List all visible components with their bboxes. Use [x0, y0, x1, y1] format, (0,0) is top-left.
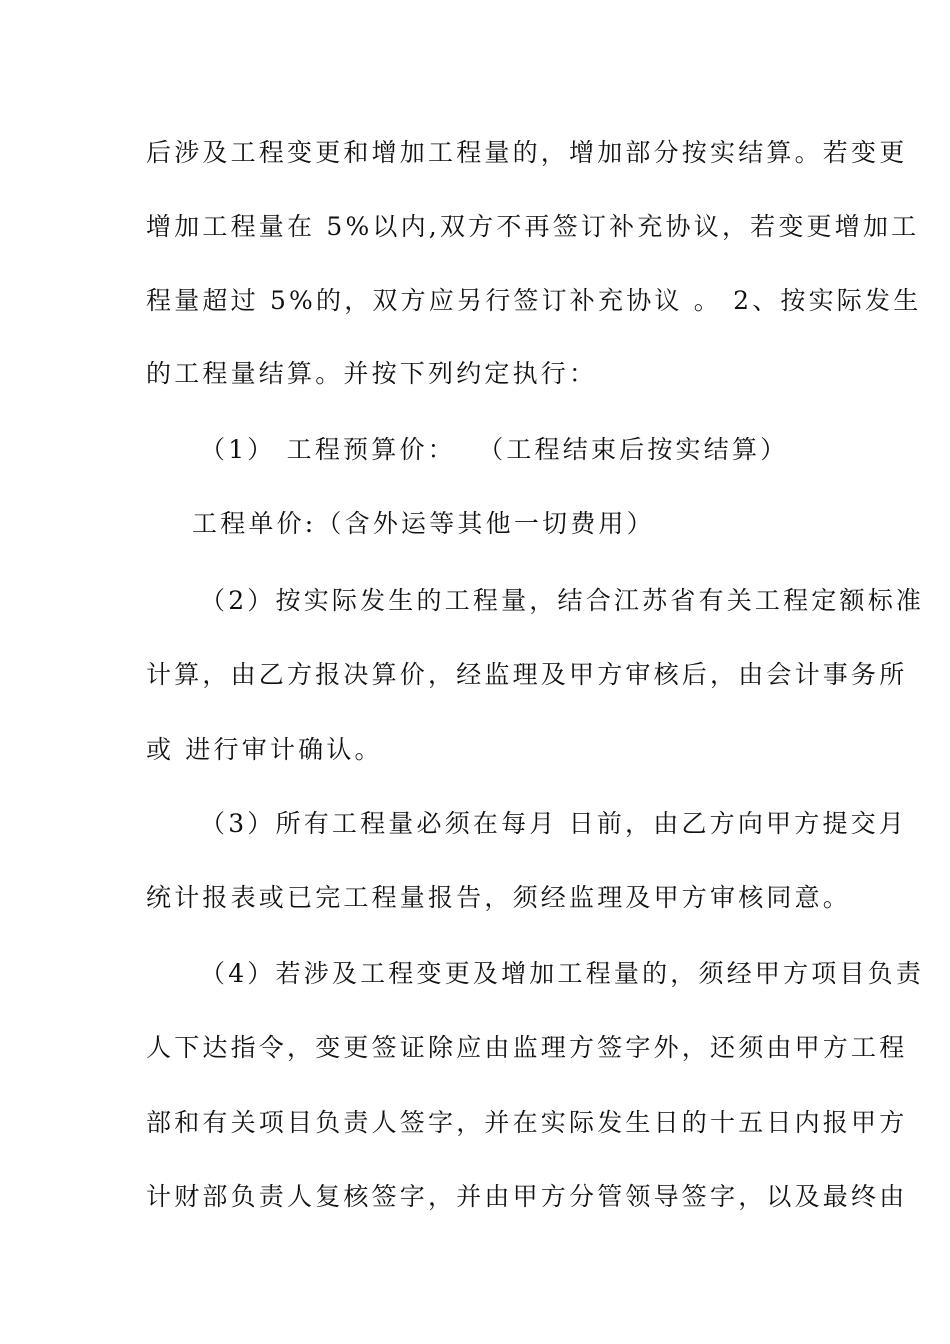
text-line: 增加工程量在 5%以内,双方不再签订补充协议，若变更增加工: [146, 212, 920, 241]
text-line: 统计报表或已完工程量报告，须经监理及甲方审核同意。: [146, 883, 852, 912]
text-line: （4）若涉及工程变更及增加工程量的，须经甲方项目负责: [200, 959, 925, 988]
text-line: 工程单价:（含外运等其他一切费用）: [192, 509, 655, 538]
text-line: 或 进行审计确认。: [146, 735, 383, 764]
text-line: 计财部负责人复核签字，并由甲方分管领导签字，以及最终由: [146, 1182, 908, 1211]
text-line: 程量超过 5%的，双方应另行签订补充协议 。 2、按实际发生: [146, 286, 922, 315]
text-line: 的工程量结算。并按下列约定执行：: [146, 359, 598, 388]
text-line: 部和有关项目负责人签字，并在实际发生日的十五日内报甲方: [146, 1108, 908, 1137]
text-line: 计算，由乙方报决算价，经监理及甲方审核后，由会计事务所: [146, 660, 908, 689]
text-line: （3）所有工程量必须在每月 日前，由乙方向甲方提交月: [200, 809, 908, 838]
text-line: （1） 工程预算价： （工程结束后按实结算）: [200, 435, 789, 464]
text-line: 后涉及工程变更和增加工程量的，增加部分按实结算。若变更: [146, 138, 908, 167]
text-line: （2）按实际发生的工程量，结合江苏省有关工程定额标准: [200, 586, 925, 615]
text-line: 人下达指令，变更签证除应由监理方签字外，还须由甲方工程: [146, 1033, 908, 1062]
